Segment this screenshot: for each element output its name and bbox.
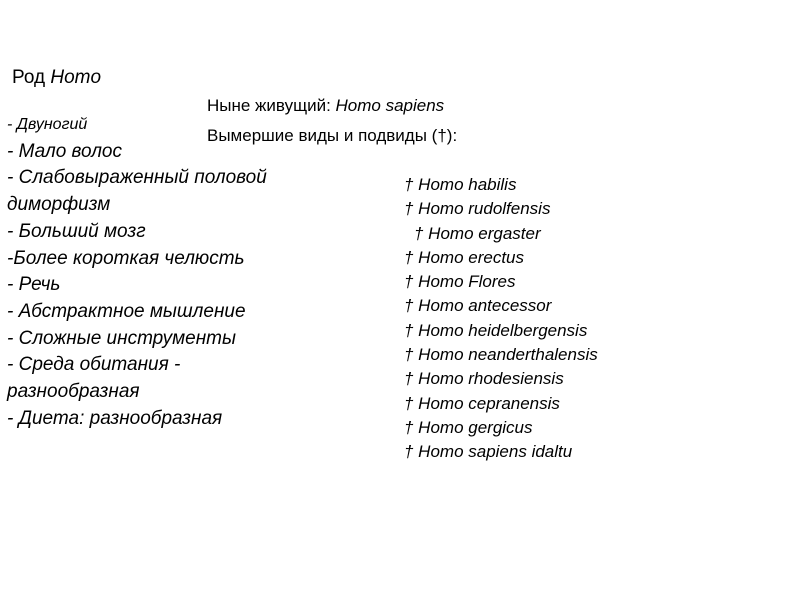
- extinct-species-item: † Homo sapiens idaltu: [404, 442, 573, 462]
- trait-item: - Слабовыраженный половой диморфизм: [7, 167, 267, 216]
- trait-item: - Среда обитания - разнообразная: [7, 354, 181, 403]
- extinct-heading: Вымершие виды и подвиды (†):: [207, 126, 458, 145]
- trait-item: - Речь: [7, 274, 61, 296]
- extinct-species-item: † Homo rhodesiensis: [404, 369, 564, 389]
- extinct-species-item: † Homo neanderthalensis: [404, 345, 598, 365]
- living-label: Ныне живущий:: [207, 96, 336, 115]
- extinct-species-item: † Homo Flores: [404, 272, 516, 292]
- living-species: Homo sapiens: [335, 96, 445, 115]
- extinct-species-item: † Homo gergicus: [404, 417, 533, 437]
- traits-list: [7, 112, 297, 432]
- title-prefix: Род: [12, 67, 51, 88]
- trait-item: -Более короткая челюсть: [7, 247, 245, 269]
- living-species-line: [207, 94, 444, 118]
- extinct-species-item: † Homo cepranensis: [404, 393, 560, 413]
- extinct-species-item: † Homo erectus: [404, 247, 524, 267]
- extinct-species-item: † Homo antecessor: [404, 296, 552, 316]
- trait-item: - Мало волос: [7, 140, 122, 162]
- title-genus: Homo: [50, 67, 102, 88]
- extinct-species-item: † Homo rudolfensis: [404, 199, 551, 219]
- trait-item: - Диета: разнообразная: [7, 407, 223, 429]
- extinct-species-list: [404, 173, 598, 465]
- trait-item: - Двуногий: [7, 116, 88, 133]
- trait-item: - Абстрактное мышление: [7, 300, 246, 322]
- extinct-species-item: † Homo ergaster: [414, 223, 541, 243]
- extinct-species-item: † Homo heidelbergensis: [404, 320, 588, 340]
- slide-title: [12, 66, 101, 90]
- extinct-species-item: † Homo habilis: [404, 175, 517, 194]
- trait-item: - Больший мозг: [7, 220, 146, 242]
- trait-item: - Сложные инструменты: [7, 327, 236, 349]
